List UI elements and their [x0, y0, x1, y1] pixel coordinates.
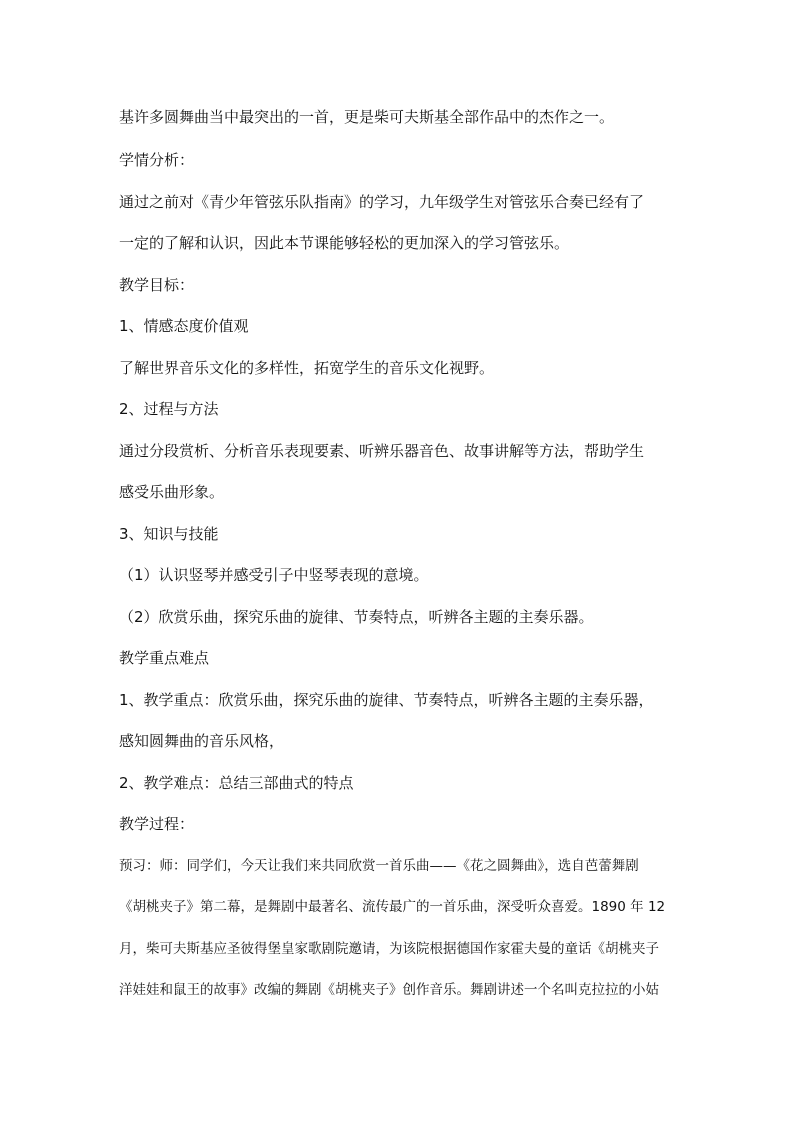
- paragraph-line: 通过之前对《青少年管弦乐队指南》的学习，九年级学生对管弦乐合奏已经有了: [119, 193, 645, 211]
- list-item-heading: 3、知识与技能: [119, 525, 219, 543]
- section-heading-student-analysis: 学情分析：: [119, 151, 195, 169]
- paragraph-line: 通过分段赏析、分析音乐表现要素、听辨乐器音色、故事讲解等方法，帮助学生: [119, 442, 645, 460]
- paragraph-line: 感知圆舞曲的音乐风格，: [119, 732, 285, 750]
- list-item: （2）欣赏乐曲，探究乐曲的旋律、节奏特点，听辨各主题的主奏乐器。: [119, 608, 594, 626]
- paragraph-line: 感受乐曲形象。: [119, 483, 225, 501]
- paragraph-line: 一定的了解和认识，因此本节课能够轻松的更加深入的学习管弦乐。: [119, 234, 570, 252]
- section-heading-teaching-goals: 教学目标：: [119, 276, 195, 294]
- paragraph-line: 2、教学难点：总结三部曲式的特点: [119, 774, 354, 792]
- paragraph-line: 预习：师：同学们，今天让我们来共同欣赏一首乐曲——《花之圆舞曲》，选自芭蕾舞剧: [119, 858, 639, 874]
- paragraph-line: 洋娃娃和鼠王的故事》改编的舞剧《胡桃夹子》创作音乐。舞剧讲述一个名叫克拉拉的小姑: [119, 982, 659, 998]
- paragraph-line: 1、教学重点：欣赏乐曲，探究乐曲的旋律、节奏特点，听辨各主题的主奏乐器，: [119, 691, 654, 709]
- section-heading-key-points: 教学重点难点: [119, 649, 210, 667]
- list-item-heading: 2、过程与方法: [119, 400, 219, 418]
- section-heading-teaching-process: 教学过程：: [119, 815, 195, 833]
- list-item: （1）认识竖琴并感受引子中竖琴表现的意境。: [119, 566, 429, 584]
- paragraph-line: 了解世界音乐文化的多样性，拓宽学生的音乐文化视野。: [119, 359, 495, 377]
- paragraph-line: 基许多圆舞曲当中最突出的一首，更是柴可夫斯基全部作品中的杰作之一。: [119, 108, 615, 126]
- list-item-heading: 1、情感态度价值观: [119, 317, 249, 335]
- paragraph-line: 月，柴可夫斯基应圣彼得堡皇家歌剧院邀请，为该院根据德国作家霍夫曼的童话《胡桃夹子: [119, 941, 659, 957]
- paragraph-line: 《胡桃夹子》第二幕，是舞剧中最著名、流传最广的一首乐曲，深受听众喜爱。1890 年 12: [119, 899, 666, 915]
